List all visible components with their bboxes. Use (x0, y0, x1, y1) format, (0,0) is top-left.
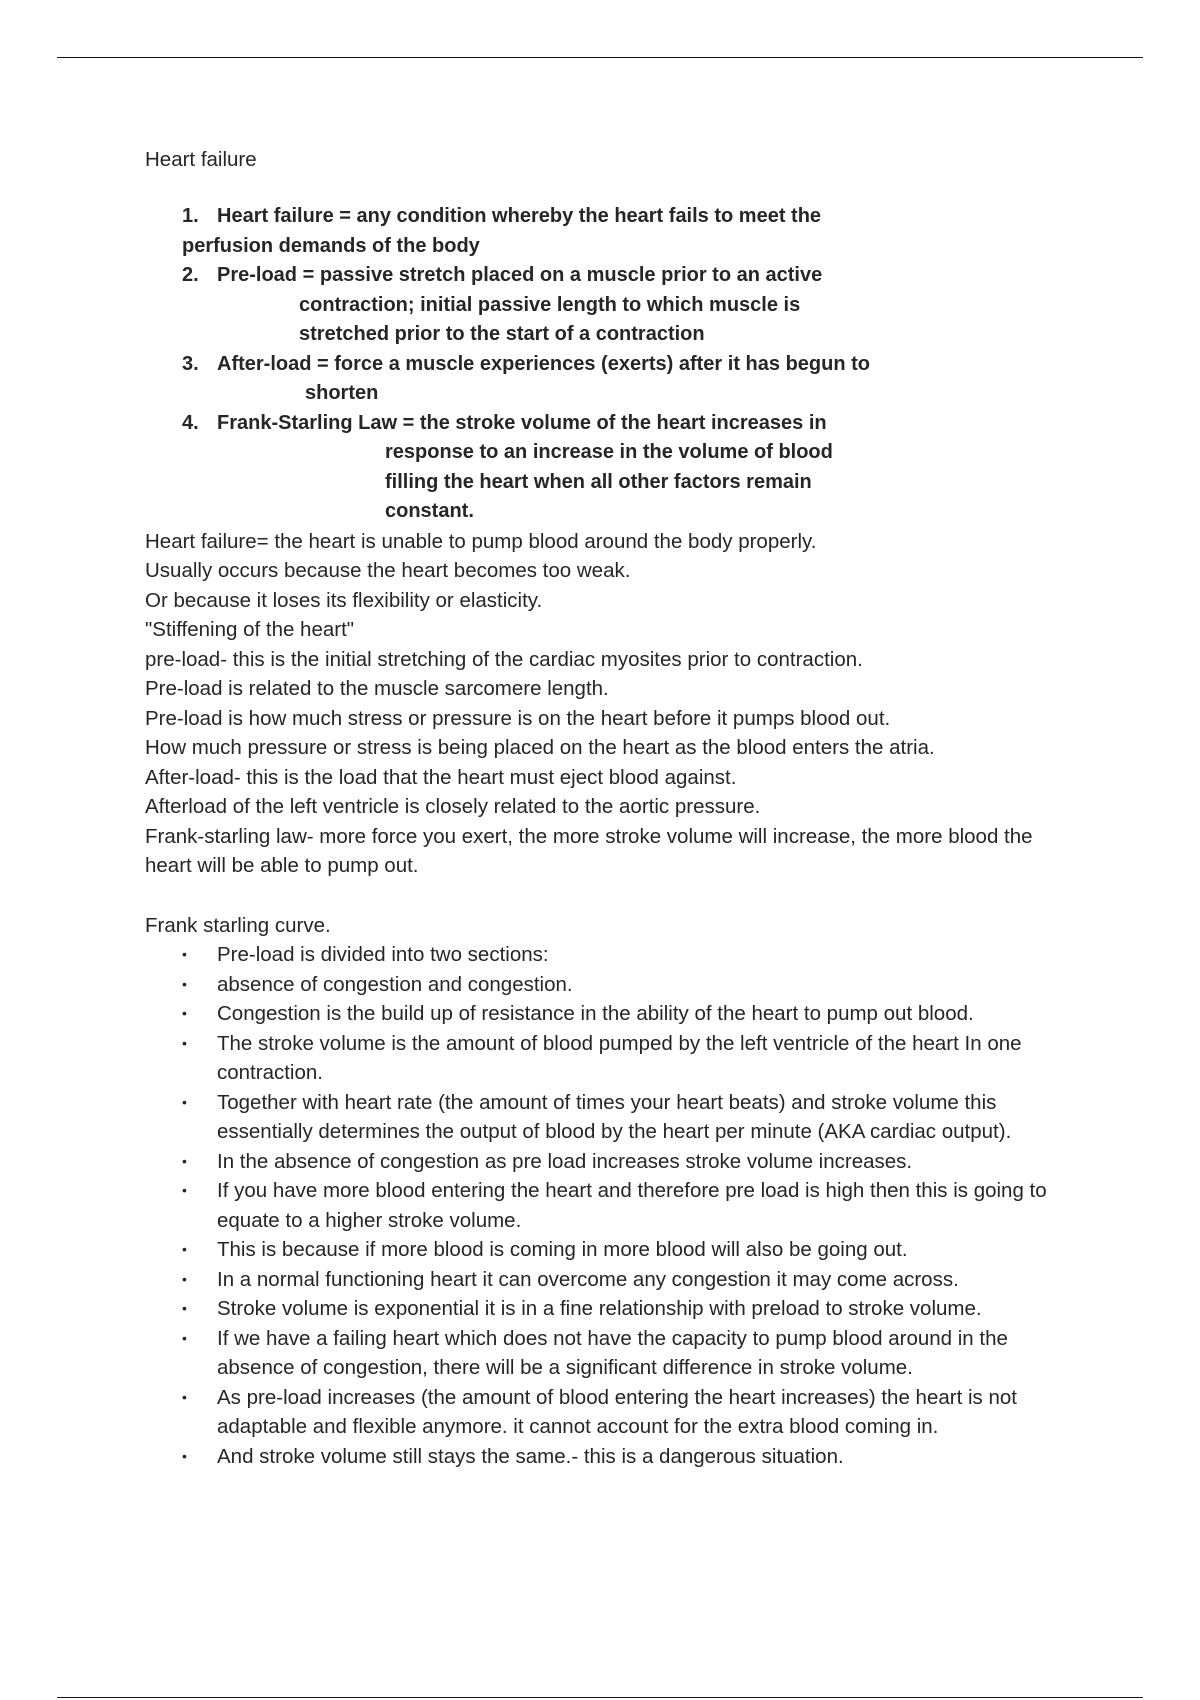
bullet-list (145, 940, 1065, 1471)
bullet-icon: • (182, 1241, 187, 1257)
bullet-item (145, 1235, 1065, 1265)
definition-item (145, 409, 1065, 527)
bullet-text: Together with heart rate (the amount of times your heart beats) and stroke volume this essentially determines the output of blood by the heart per minute (AKA cardiac output). (217, 1090, 1012, 1143)
paragraph: Heart failure= the heart is unable to pump blood around the body properly. (145, 529, 817, 553)
paragraph: After-load- this is the load that the heart must eject blood against. (145, 765, 737, 789)
document-title: Heart failure (145, 148, 257, 171)
bullet-item (145, 970, 1065, 1000)
bullet-text: In the absence of congestion as pre load increases stroke volume increases. (217, 1149, 913, 1173)
paragraph: Afterload of the left ventricle is closely related to the aortic pressure. (145, 795, 761, 818)
bullet-icon: • (182, 1388, 187, 1405)
bullet-text: As pre-load increases (the amount of blood entering the heart increases) the heart is not adaptable and flexible anymore. it cannot account for the extra blood coming in. (217, 1385, 1017, 1438)
bullet-icon: • (182, 1182, 187, 1198)
definition-text: Heart failure = any condition whereby the heart fails to meet the (217, 205, 822, 227)
bullet-icon: • (182, 1152, 187, 1169)
definition-number: 4. (182, 411, 199, 434)
paragraph: Pre-load is how much stress or pressure is on the heart before it pumps blood out. (145, 706, 891, 730)
bullet-item (145, 1176, 1065, 1235)
bullet-item (145, 1383, 1065, 1442)
definition-item (145, 350, 1065, 409)
bullet-icon: • (182, 1300, 187, 1316)
bullet-text: And stroke volume still stays the same.- this is a dangerous situation. (217, 1444, 844, 1468)
notes-paragraphs (145, 527, 1065, 881)
bullet-icon: • (182, 1329, 187, 1346)
definition-number: 3. (182, 352, 199, 375)
paragraph: pre-load- this is the initial stretching of the cardiac myosites prior to contraction. (145, 647, 863, 671)
definition-text: Pre-load = passive stretch placed on a muscle prior to an active (217, 264, 823, 286)
bullet-icon: • (182, 975, 187, 992)
definition-continuation: filling the heart when all other factors remain (385, 470, 812, 493)
paragraph: Usually occurs because the heart becomes too weak. (145, 559, 631, 582)
definition-continuation: constant. (385, 500, 474, 522)
bullet-text: In a normal functioning heart it can overcome any congestion it may come across. (217, 1267, 959, 1291)
definition-text: Frank-Starling Law = the stroke volume of the heart increases in (217, 411, 827, 434)
bullet-item (145, 1265, 1065, 1295)
definition-text: After-load = force a muscle experiences (exerts) after it has begun to (217, 352, 870, 375)
bullet-icon: • (182, 1447, 187, 1464)
definition-item (145, 202, 1065, 261)
bullet-item (145, 1088, 1065, 1147)
footer-rule (57, 1697, 1143, 1698)
definition-number: 2. (182, 264, 199, 286)
definition-continuation: perfusion demands of the body (182, 234, 480, 257)
definition-continuation: response to an increase in the volume of blood (385, 441, 833, 463)
bullet-icon: • (182, 1093, 187, 1110)
bullet-text: Congestion is the build up of resistance in the ability of the heart to pump out blood. (217, 1002, 974, 1025)
bullet-item (145, 940, 1065, 970)
paragraph: Pre-load is related to the muscle sarcomere length. (145, 677, 609, 700)
definition-number: 1. (182, 205, 199, 227)
bullet-icon: • (182, 1005, 187, 1021)
bullet-item (145, 1324, 1065, 1383)
paragraph: Or because it loses its flexibility or elasticity. (145, 588, 543, 612)
paragraph: "Stiffening of the heart" (145, 618, 355, 641)
bullet-item (145, 999, 1065, 1029)
bullet-text: If you have more blood entering the heart and therefore pre load is high then this is going to equate to a higher stroke volume. (217, 1179, 1047, 1232)
paragraph: How much pressure or stress is being placed on the heart as the blood enters the atria. (145, 736, 935, 759)
bullet-text: The stroke volume is the amount of blood pumped by the left ventricle of the heart In one contraction. (217, 1031, 1022, 1084)
definition-continuation: shorten (305, 382, 379, 404)
bullet-icon: • (182, 946, 187, 962)
bullet-item (145, 1442, 1065, 1472)
bullet-text: absence of congestion and congestion. (217, 972, 573, 996)
definition-item (145, 261, 1065, 350)
document-body (145, 145, 1065, 1471)
definition-continuation: stretched prior to the start of a contraction (299, 323, 705, 345)
bullet-text: Pre-load is divided into two sections: (217, 943, 549, 966)
header-rule (57, 57, 1143, 58)
paragraph: Frank-starling law- more force you exert, the more stroke volume will increase, the more blood the heart will be able to pump out. (145, 824, 1033, 877)
bullet-text: This is because if more blood is coming in more blood will also be going out. (217, 1238, 908, 1261)
bullet-item (145, 1147, 1065, 1177)
section-heading: Frank starling curve. (145, 913, 331, 937)
bullet-icon: • (182, 1034, 187, 1051)
bullet-text: Stroke volume is exponential it is in a fine relationship with preload to stroke volume. (217, 1297, 982, 1320)
bullet-text: If we have a failing heart which does not have the capacity to pump blood around in the absence of congestion, there will be a significant difference in stroke volume. (217, 1326, 1008, 1379)
bullet-icon: • (182, 1270, 187, 1287)
bullet-item (145, 1294, 1065, 1324)
definition-continuation: contraction; initial passive length to which muscle is (299, 293, 801, 316)
definitions-list (145, 202, 1065, 527)
bullet-item (145, 1029, 1065, 1088)
